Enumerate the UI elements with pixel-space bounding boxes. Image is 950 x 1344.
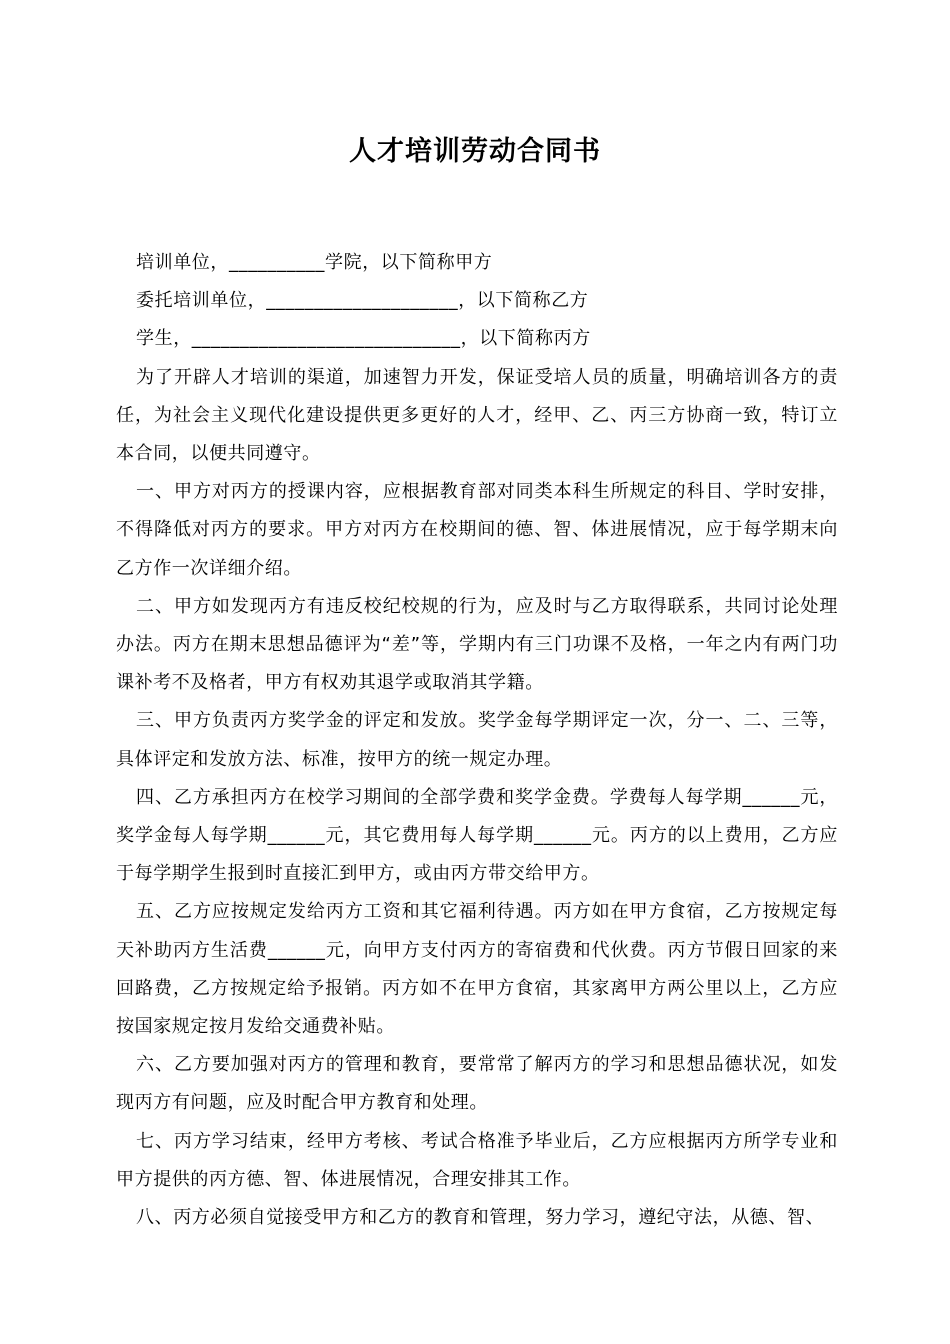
header-line-student: 学生，____________________________，以下简称丙方 xyxy=(136,328,591,350)
clause-4-paragraph: 四、乙方承担丙方在校学习期间的全部学费和奖学金费。学费每人每学期______元，奖学金每人每学期______元，其它费用每人每学期______元。丙方的以上费用，乙方应于每学期学生报到时直接汇到甲方，或由丙方带交给甲方。 xyxy=(116,786,838,885)
document-body xyxy=(116,244,838,1237)
preamble-paragraph: 为了开辟人才培训的渠道，加速智力开发，保证受培人员的质量，明确培训各方的责任，为社会主义现代化建设提供更多更好的人才，经甲、乙、丙三方协商一致，特订立本合同，以便共同遵守。 xyxy=(116,366,838,464)
header-line-commissioning-unit: 委托培训单位，____________________，以下简称乙方 xyxy=(136,290,589,312)
clause-1-paragraph: 一、甲方对丙方的授课内容，应根据教育部对同类本科生所规定的科目、学时安排，不得降低对丙方的要求。甲方对丙方在校期间的德、智、体进展情况，应于每学期末向乙方作一次详细介绍。 xyxy=(116,481,838,579)
document-title: 人才培训劳动合同书 xyxy=(349,136,601,167)
clause-6-paragraph: 六、乙方要加强对丙方的管理和教育，要常常了解丙方的学习和思想品德状况，如发现丙方有问题，应及时配合甲方教育和处理。 xyxy=(116,1054,838,1114)
header-line-training-unit: 培训单位，__________学院，以下简称甲方 xyxy=(136,252,493,273)
clause-5-paragraph: 五、乙方应按规定发给丙方工资和其它福利待遇。丙方如在甲方食宿，乙方按规定每天补助丙方生活费______元，向甲方支付丙方的寄宿费和代伙费。丙方节假日回家的来回路费，乙方按规定给予报销。丙方如不在甲方食宿，其家离甲方两公里以上，乙方应按国家规定按月发给交通费补贴。 xyxy=(116,901,838,1038)
clause-3-paragraph: 三、甲方负责丙方奖学金的评定和发放。奖学金每学期评定一次，分一、二、三等，具体评定和发放方法、标准，按甲方的统一规定办理。 xyxy=(116,710,838,770)
clause-7-paragraph: 七、丙方学习结束，经甲方考核、考试合格准予毕业后，乙方应根据丙方所学专业和甲方提供的丙方德、智、体进展情况，合理安排其工作。 xyxy=(116,1130,838,1190)
clause-2-paragraph: 二、甲方如发现丙方有违反校纪校规的行为，应及时与乙方取得联系，共同讨论处理办法。丙方在期末思想品德评为“差”等，学期内有三门功课不及格，一年之内有两门功课补考不及格者，甲方有权劝其退学或取消其学籍。 xyxy=(116,595,838,694)
clause-8-paragraph: 八、丙方必须自觉接受甲方和乙方的教育和管理，努力学习，遵纪守法，从德、智、 xyxy=(136,1207,825,1229)
